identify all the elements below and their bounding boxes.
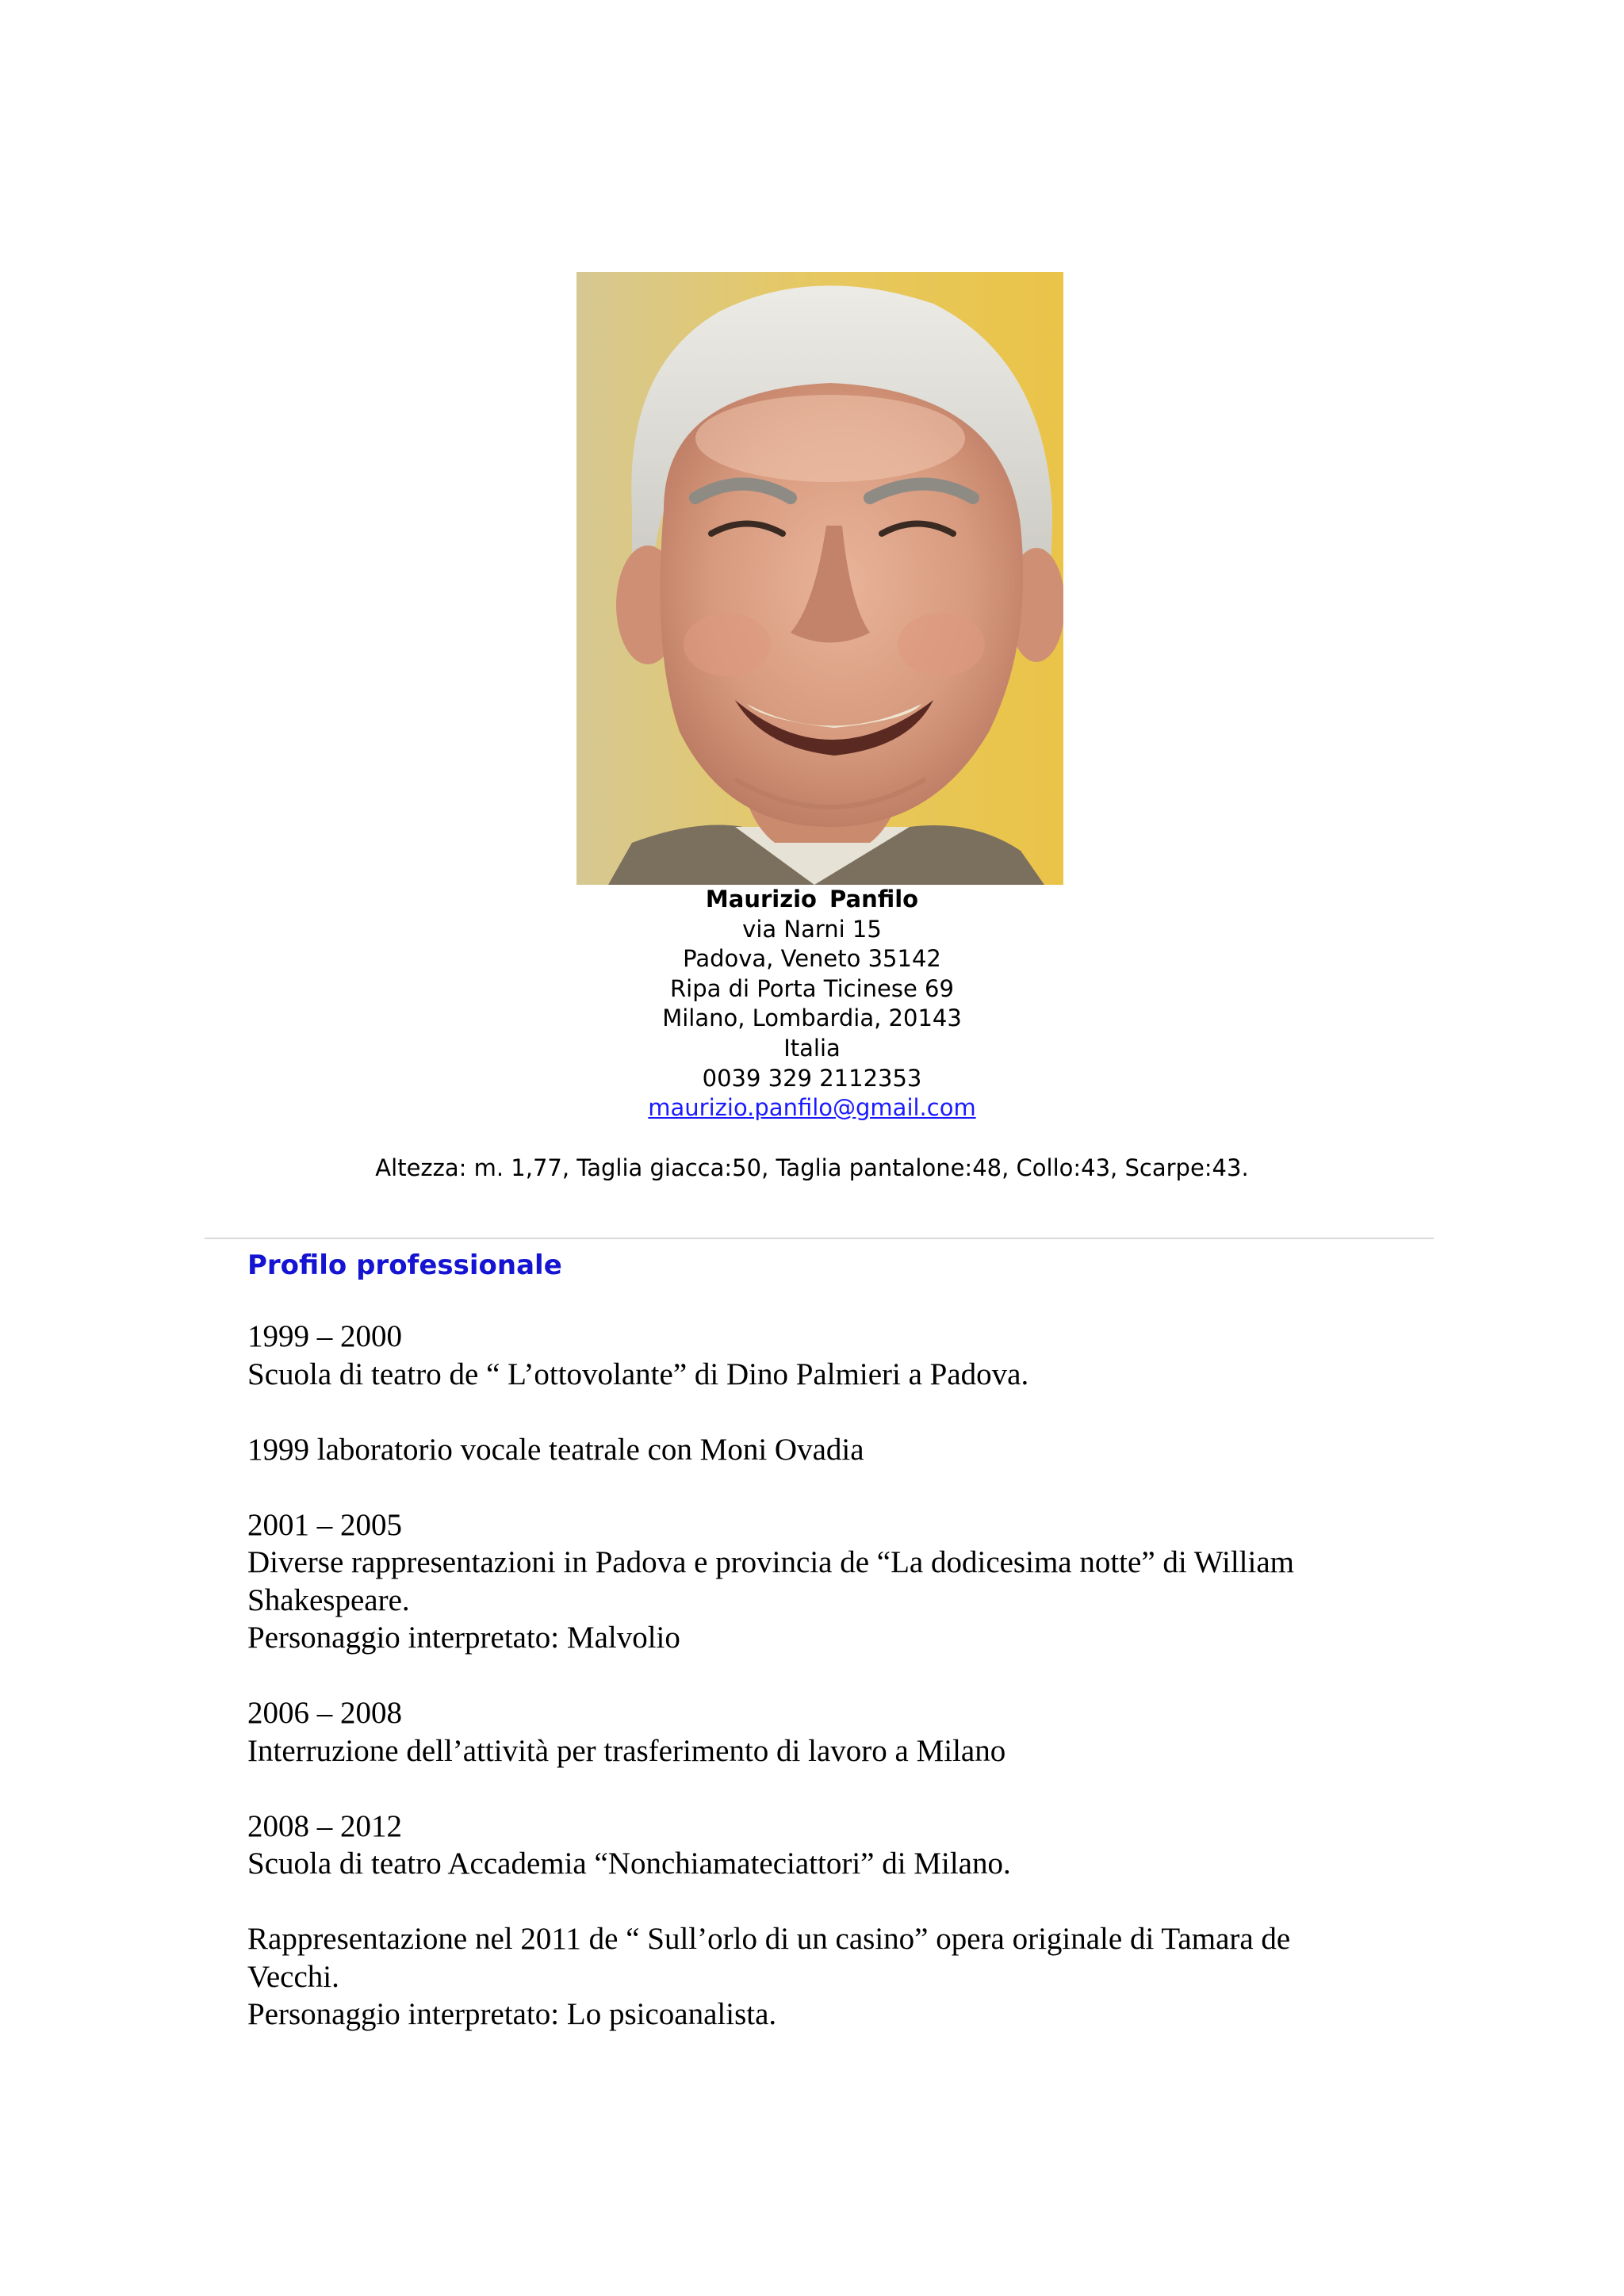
profile-photo: [576, 272, 1063, 885]
phone-number: 0039 329 2112353: [702, 1064, 922, 1092]
entry-line: 2001 – 2005: [247, 1507, 402, 1542]
address-line: Milano, Lombardia, 20143: [662, 1004, 962, 1032]
experience-entry: [247, 1808, 1389, 1883]
experience-entry: [247, 1431, 1389, 1469]
address-line: Padova, Veneto 35142: [683, 945, 941, 973]
person-name: Maurizio Panfilo: [705, 886, 919, 913]
experience-entry: [247, 1694, 1389, 1770]
address-line: Ripa di Porta Ticinese 69: [670, 974, 954, 1002]
body-measurements: Altezza: m. 1,77, Taglia giacca:50, Taglia pantalone:48, Collo:43, Scarpe:43.: [375, 1154, 1249, 1181]
entry-line: Shakespeare.: [247, 1582, 410, 1617]
entry-line: Personaggio interpretato: Malvolio: [247, 1621, 680, 1655]
entry-line: Vecchi.: [247, 1959, 339, 1994]
country-line: Italia: [783, 1034, 841, 1062]
entry-line: Personaggio interpretato: Lo psicoanalista.: [247, 1997, 777, 2031]
entry-line: 2008 – 2012: [247, 1808, 402, 1843]
portrait-illustration: [576, 272, 1063, 885]
entry-line: Interruzione dell’attività per trasferimento di lavoro a Milano: [247, 1733, 1006, 1768]
experience-entry: [247, 1318, 1389, 1393]
experience-entry: [247, 1920, 1389, 2034]
entry-line: 1999 – 2000: [247, 1319, 402, 1353]
section-title: Profilo professionale: [247, 1249, 562, 1281]
email-link[interactable]: maurizio.panfilo@gmail.com: [648, 1094, 976, 1122]
entry-line: 1999 laboratorio vocale teatrale con Moni Ovadia: [247, 1432, 864, 1467]
entry-line: Diverse rappresentazioni in Padova e provincia de “La dodicesima notte” di William: [247, 1545, 1295, 1579]
entry-line: 2006 – 2008: [247, 1696, 402, 1730]
experience-list: [247, 1318, 1389, 2071]
entry-line: Rappresentazione nel 2011 de “ Sull’orlo di un casino” opera originale di Tamara de: [247, 1922, 1291, 1956]
horizontal-divider: [205, 1238, 1434, 1239]
address-line: via Narni 15: [742, 915, 882, 943]
experience-entry: [247, 1506, 1389, 1657]
contact-block: [0, 885, 1624, 1123]
entry-line: Scuola di teatro de “ L’ottovolante” di Dino Palmieri a Padova.: [247, 1357, 1029, 1391]
entry-line: Scuola di teatro Accademia “Nonchiamateciattori” di Milano.: [247, 1846, 1011, 1881]
